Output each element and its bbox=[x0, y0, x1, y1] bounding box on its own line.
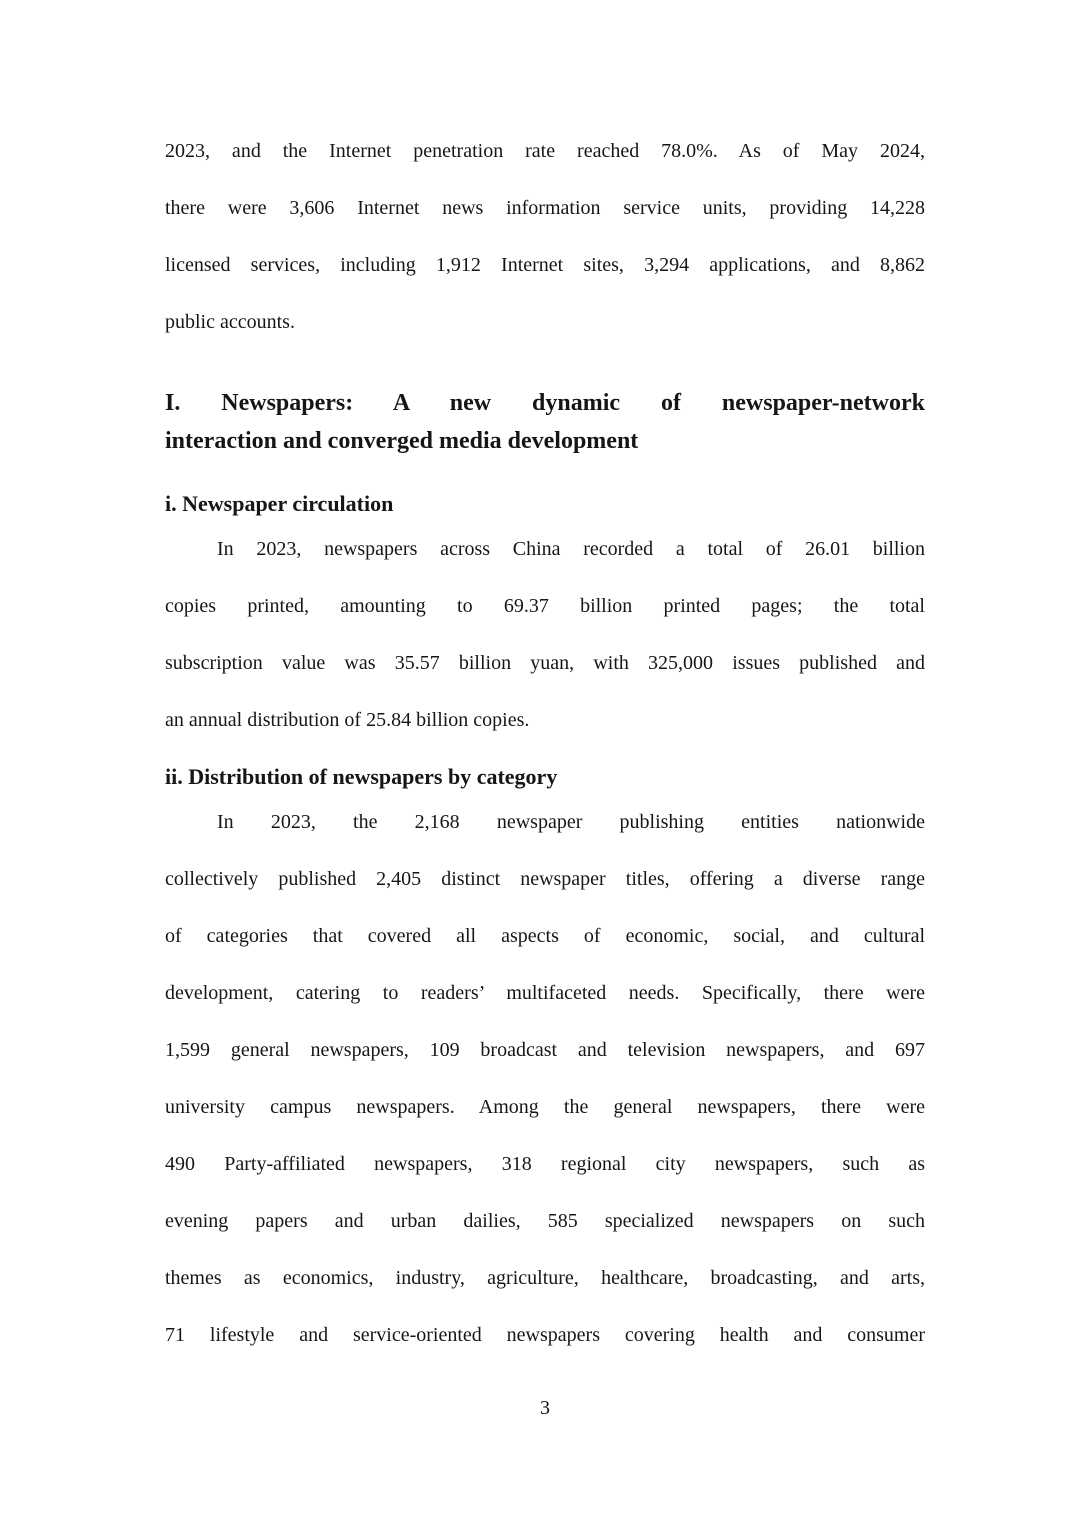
heading-line: ii. Distribution of newspapers by category bbox=[165, 764, 558, 789]
section-heading-newspapers bbox=[165, 384, 925, 460]
text-line: 490 Party-affiliated newspapers, 318 regional city newspapers, such as bbox=[165, 1153, 925, 1175]
page-content bbox=[165, 123, 925, 1364]
subsection-heading-circulation bbox=[165, 488, 925, 520]
text-line: public accounts. bbox=[165, 311, 295, 333]
text-line: 2023, and the Internet penetration rate reached 78.0%. As of May 2024, bbox=[165, 140, 925, 162]
text-line: licensed services, including 1,912 Internet sites, 3,294 applications, and 8,862 bbox=[165, 254, 925, 276]
heading-line: i. Newspaper circulation bbox=[165, 491, 394, 516]
text-line: university campus newspapers. Among the general newspapers, there were bbox=[165, 1096, 925, 1118]
text-line: an annual distribution of 25.84 billion copies. bbox=[165, 709, 530, 731]
paragraph-internet-stats bbox=[165, 123, 925, 351]
text-line: 71 lifestyle and service-oriented newspapers covering health and consumer bbox=[165, 1324, 925, 1346]
text-line: subscription value was 35.57 billion yuan, with 325,000 issues published and bbox=[165, 652, 925, 674]
text-line: In 2023, newspapers across China recorded a total of 26.01 billion bbox=[217, 538, 925, 560]
paragraph-circulation bbox=[165, 521, 925, 749]
text-line: collectively published 2,405 distinct newspaper titles, offering a diverse range bbox=[165, 868, 925, 890]
text-line: copies printed, amounting to 69.37 billion printed pages; the total bbox=[165, 595, 925, 617]
text-line: of categories that covered all aspects of economic, social, and cultural bbox=[165, 925, 925, 947]
heading-line: interaction and converged media development bbox=[165, 428, 639, 454]
page-number: 3 bbox=[540, 1397, 550, 1419]
text-line: evening papers and urban dailies, 585 specialized newspapers on such bbox=[165, 1210, 925, 1232]
paragraph-categories bbox=[165, 794, 925, 1364]
text-line: themes as economics, industry, agriculture, healthcare, broadcasting, and arts, bbox=[165, 1267, 925, 1289]
text-line: there were 3,606 Internet news information service units, providing 14,228 bbox=[165, 197, 925, 219]
subsection-heading-distribution bbox=[165, 761, 925, 793]
heading-line: I. Newspapers: A new dynamic of newspaper-network bbox=[165, 390, 925, 416]
text-line: development, catering to readers’ multifaceted needs. Specifically, there were bbox=[165, 982, 925, 1004]
text-line: 1,599 general newspapers, 109 broadcast and television newspapers, and 697 bbox=[165, 1039, 925, 1061]
text-line: In 2023, the 2,168 newspaper publishing entities nationwide bbox=[217, 811, 925, 833]
